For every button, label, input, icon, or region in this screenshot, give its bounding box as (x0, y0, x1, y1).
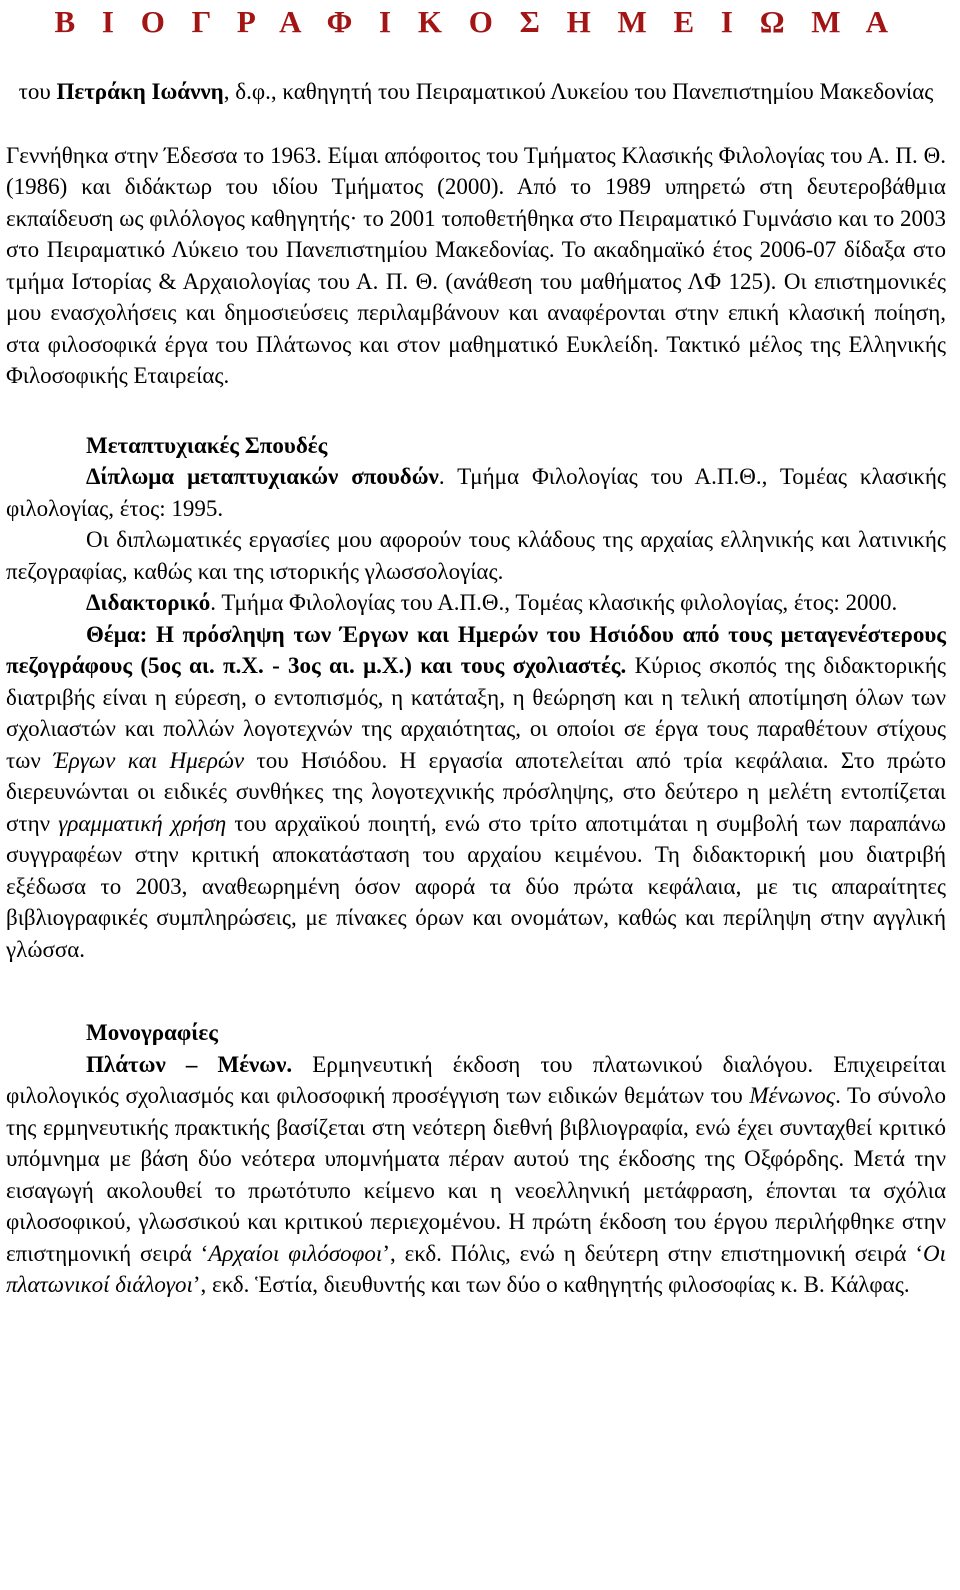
monograph-text-1: Ερμηνευτική έκδοση του πλατωνικού διαλόγου. Επιχειρείται φιλολογικός σχολιασμός και φιλοσοφική προσέγγιση των ειδικών θεμάτων του (6, 1051, 946, 1108)
document-page (6, 0, 946, 1301)
doctorate-entry (6, 587, 946, 619)
monograph-italic-2: Αρχαίοι φιλόσοφοι (208, 1240, 383, 1266)
biography-paragraph: Γεννήθηκα στην Έδεσσα το 1963. Είμαι απόφοιτος του Τμήματος Κλασικής Φιλολογίας του Α. Π. Θ. (1986) και διδάκτωρ του ιδίου Τμήματος (2000). Από το 1989 υπηρετώ στη δευτεροβάθμια εκπαίδευση ως φιλόλογος καθηγητής· το 2001 τοποθετήθηκα στο Πειραματικό Γυμνάσιο και το 2003 στο Πειραματικό Λύκειο του Πανεπιστημίου Μακεδονίας. Το ακαδημαϊκό έτος 2006-07 δίδαξα στο τμήμα Ιστορίας & Αρχαιολογίας του Α. Π. Θ. (ανάθεση του μαθήματος ΛΦ 125). Οι επιστημονικές μου ενασχολήσεις και δημοσιεύσεις περιλαμβάνουν και αναφέρονται στην επική κλασική ποίηση, στα φιλοσοφικά έργα του Πλάτωνος και στον μαθηματικό Ευκλείδη. Τακτικό μέλος της Ελληνικής Φιλοσοφικής Εταιρείας. (6, 142, 946, 388)
monograph-text-3: ’, εκδ. Πόλις, ενώ η δεύτερη στην επιστημονική σειρά ‘ (382, 1240, 923, 1266)
diploma-text: . Τμήμα Φιλολογίας του Α.Π.Θ., Τομέας κλασικής φιλολογίας, έτος: 1995. (6, 464, 946, 521)
doctorate-text: . Τμήμα Φιλολογίας του Α.Π.Θ., Τομέας κλασικής φιλολογίας, έτος: 2000. (210, 590, 898, 615)
thesis-title: Θέμα: Η πρόσληψη των Έργων και Ημερών του Ησιόδου από τους μεταγενέστερους πεζογράφους (5ος αι. π.Χ. - 3ος αι. μ.Χ.) και τους σχολιαστές. (6, 621, 946, 678)
diploma-entry (6, 461, 946, 524)
author-line (6, 76, 946, 108)
author-name: Πετράκη Ιωάννη (56, 79, 224, 104)
monograph-entry (6, 1049, 946, 1301)
thesis-italic-2: γραμματική χρήση (58, 810, 227, 836)
diploma-description: Οι διπλωματικές εργασίες μου αφορούν τους κλάδους της αρχαίας ελληνικής και λατινικής πεζογραφίας, καθώς και της ιστορικής γλωσσολογίας. (6, 527, 946, 584)
thesis-entry (6, 619, 946, 966)
thesis-italic-1: Έργων και Ημερών (53, 747, 245, 773)
author-description: , δ.φ., καθηγητή του Πειραματικού Λυκείου του Πανεπιστημίου Μακεδονίας (223, 79, 934, 104)
thesis-text-2: του Ησιόδου. Η εργασία αποτελείται από τρία κεφάλαια. Στο πρώτο διερευνώνται οι ειδικές συνθήκες της λογοτεχνικής πρόσληψης, στο δεύτερο η μελέτη εντοπίζεται στην (6, 747, 946, 836)
author-prefix: του (18, 79, 57, 104)
thesis-text-3: του αρχαϊκού ποιητή, ενώ στο τρίτο αποτιμάται η συμβολή των παραπάνω συγγραφέων στην κριτική αποκατάσταση του αρχαίου κειμένου. Τη διδακτορική μου διατριβή εξέδωσα το 2003, αναθεωρημένη όσον αφορά τα δύο πρώτα κεφάλαια, με τις απαραίτητες βιβλιογραφικές συμπληρώσεις, με πίνακες όρων και ονομάτων, καθώς και περίληψη στην αγγλική γλώσσα. (6, 810, 946, 962)
diploma-label: Δίπλωμα μεταπτυχιακών σπουδών (86, 464, 439, 489)
monograph-title: Πλάτων – Μένων. (86, 1051, 293, 1077)
doctorate-label: Διδακτορικό (86, 590, 211, 615)
document-title: Β Ι Ο Γ Ρ Α Φ Ι Κ Ο Σ Η Μ Ε Ι Ω Μ Α (54, 4, 898, 39)
thesis-text-1: Κύριος σκοπός της διδακτορικής διατριβής είναι η εύρεση, ο εντοπισμός, η κατάταξη, η θεώρηση και η τελική αποτίμηση όλων των σχολιαστών και πολλών λογοτεχνών της αρχαιότητας, οι οποίοι σε έργα τους παραθέτουν στίχους των (6, 653, 946, 773)
monograph-italic-1: Μένωνος (749, 1083, 836, 1108)
monograph-italic-3: Οι πλατωνικοί διάλογοι (6, 1240, 946, 1297)
monographs-heading: Μονογραφίες (86, 1020, 218, 1045)
monograph-text-2: . Το σύνολο της ερμηνευτικής πρακτικής βασίζεται στη νεότερη διεθνή βιβλιογραφία, ενώ έχει συνταχθεί κριτικό υπόμνημα με βάση δύο νεότερα υπομνήματα πέραν αυτού της έκδοσης της Οξφόρδης. Μετά την εισαγωγή ακολουθεί το πρωτότυπο κείμενο και η νεοελληνική μετάφραση, έπονται τα σχόλια φιλοσοφικού, γλωσσικού και κριτικού περιεχομένου. Η πρώτη έκδοση του έργου περιλήφθηκε στην επιστημονική σειρά ‘ (6, 1083, 946, 1266)
postgrad-heading: Μεταπτυχιακές Σπουδές (86, 432, 328, 458)
monograph-text-4: ’, εκδ. Ἑστία, διευθυντής και των δύο ο καθηγητής φιλοσοφίας κ. Β. Κάλφας. (192, 1272, 910, 1297)
